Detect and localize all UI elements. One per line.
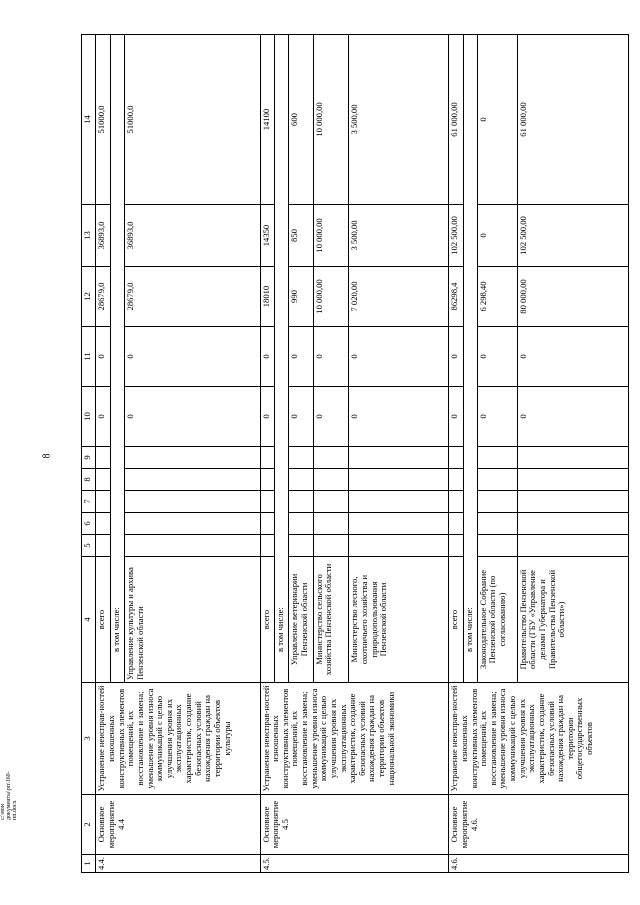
value-cell: 10 000,00 [313,205,349,267]
value-cell: 51000,0 [124,35,260,205]
value-cell: 61 000,00 [449,35,463,205]
value-cell: 28679,0 [96,267,110,327]
value-cell: 86298,4 [449,267,463,327]
header-cell: 14 [82,35,96,205]
value-cell: 0 [449,327,463,387]
organization-name: Управление ветеринарии Пензенской области [288,557,313,683]
row-number: 4.6. [449,855,629,873]
value-cell: 0 [477,327,517,387]
program-table [81,34,629,873]
header-cell: 13 [82,205,96,267]
header-cell: 9 [82,447,96,469]
table-row [449,35,463,873]
value-cell: 14100 [260,35,274,205]
total-label: всего [260,557,274,683]
value-cell: 10 000,00 [313,267,349,327]
value-cell: 36893,0 [96,205,110,267]
total-label: всего [96,557,110,683]
organization-name: Министерство лесного, охотничьего хозяйства и природопользования Пензенской области [349,557,449,683]
header-cell: 1 [82,855,96,873]
event-type: Основное мероприятие 4.4 [96,795,260,855]
value-cell: 990 [288,267,313,327]
header-cell: 5 [82,535,96,557]
footer-file-path: c:\мои документы\рп\160-пп.docx [0,771,18,820]
value-cell: 0 [477,205,517,267]
event-type: Основное мероприятие 4.5 [260,795,449,855]
value-cell: 0 [349,387,449,447]
value-cell: 18010 [260,267,274,327]
value-cell: 0 [124,387,260,447]
value-cell: 0 [449,387,463,447]
value-cell: 0 [288,327,313,387]
header-cell: 6 [82,513,96,535]
header-cell: 11 [82,327,96,387]
header-cell: 7 [82,491,96,513]
value-cell: 3 500,00 [349,35,449,205]
value-cell: 0 [349,327,449,387]
value-cell: 0 [477,387,517,447]
header-cell: 8 [82,469,96,491]
value-cell: 0 [260,387,274,447]
value-cell: 0 [313,387,349,447]
page-number: 8 [41,453,53,459]
value-cell: 102 500,00 [517,205,628,267]
value-cell: 0 [96,387,110,447]
including-label: в том числе: [274,35,288,683]
header-cell: 4 [82,557,96,683]
value-cell: 0 [477,35,517,205]
event-description: Устранение неисправ-ностей изношенных конструктивных элементов помещений, их восстановление и замена; уменьшение уровня износа коммуникаций с целью улучшения уровня их эксплуатационных характеристик, создание безопасных условий нахождения граждан на территории объектов национальной экономики [260,683,449,795]
value-cell: 0 [260,327,274,387]
value-cell: 36893,0 [124,205,260,267]
event-description: Устранение неисправ-ностей изношенных конструктивных элементов помещений, их восстановление и замена; уменьшение уровня износа коммуникаций с целью улучшения уровня их эксплуатационных характеристик, создание безопасных условий нахождения граждан на территории общегосударственных объектов [449,683,629,795]
value-cell: 10 000,00 [313,35,349,205]
value-cell: 28679,0 [124,267,260,327]
organization-name: Правительство Пензенской области (ГБУ «Управление делами Губернатора и Правительства Пензенской области») [517,557,628,683]
value-cell: 0 [96,327,110,387]
header-row [82,35,96,873]
value-cell: 0 [288,387,313,447]
row-number: 4.5. [260,855,449,873]
value-cell: 80 000,00 [517,267,628,327]
table-row [260,35,274,873]
value-cell: 600 [288,35,313,205]
value-cell: 0 [124,327,260,387]
organization-name: Министерство сельского хозяйства Пензенской области [313,557,349,683]
event-description: Устранение неисправ-ностей изношенных конструктивных элементов помещений, их восстановление и замена; уменьшение уровня износа коммуникаций с целью улучшения уровня их эксплуатационных характеристик, создание безопасных условий нахождения граждан на территории объектов культуры [96,683,260,795]
value-cell: 102 500,00 [449,205,463,267]
value-cell: 51000,0 [96,35,110,205]
program-table-sheet [81,35,629,873]
row-number: 4.4. [96,855,260,873]
header-cell: 3 [82,683,96,795]
organization-name: Управление культуры и архива Пензенской области [124,557,260,683]
value-cell: 850 [288,205,313,267]
value-cell: 61 000,00 [517,35,628,205]
value-cell: 0 [517,387,628,447]
table-row [96,35,110,873]
including-label: в том числе: [110,35,124,683]
value-cell: 0 [313,327,349,387]
value-cell: 0 [517,327,628,387]
value-cell: 3 500,00 [349,205,449,267]
value-cell: 14350 [260,205,274,267]
header-cell: 2 [82,795,96,855]
organization-name: Законодательное Собрание Пензенской области (по согласованию) [477,557,517,683]
header-cell: 10 [82,387,96,447]
value-cell: 7 020,00 [349,267,449,327]
event-type: Основное мероприятие 4.6. [449,795,629,855]
total-label: всего [449,557,463,683]
value-cell: 6 298,40 [477,267,517,327]
header-cell: 12 [82,267,96,327]
including-label: в том числе: [463,35,477,683]
